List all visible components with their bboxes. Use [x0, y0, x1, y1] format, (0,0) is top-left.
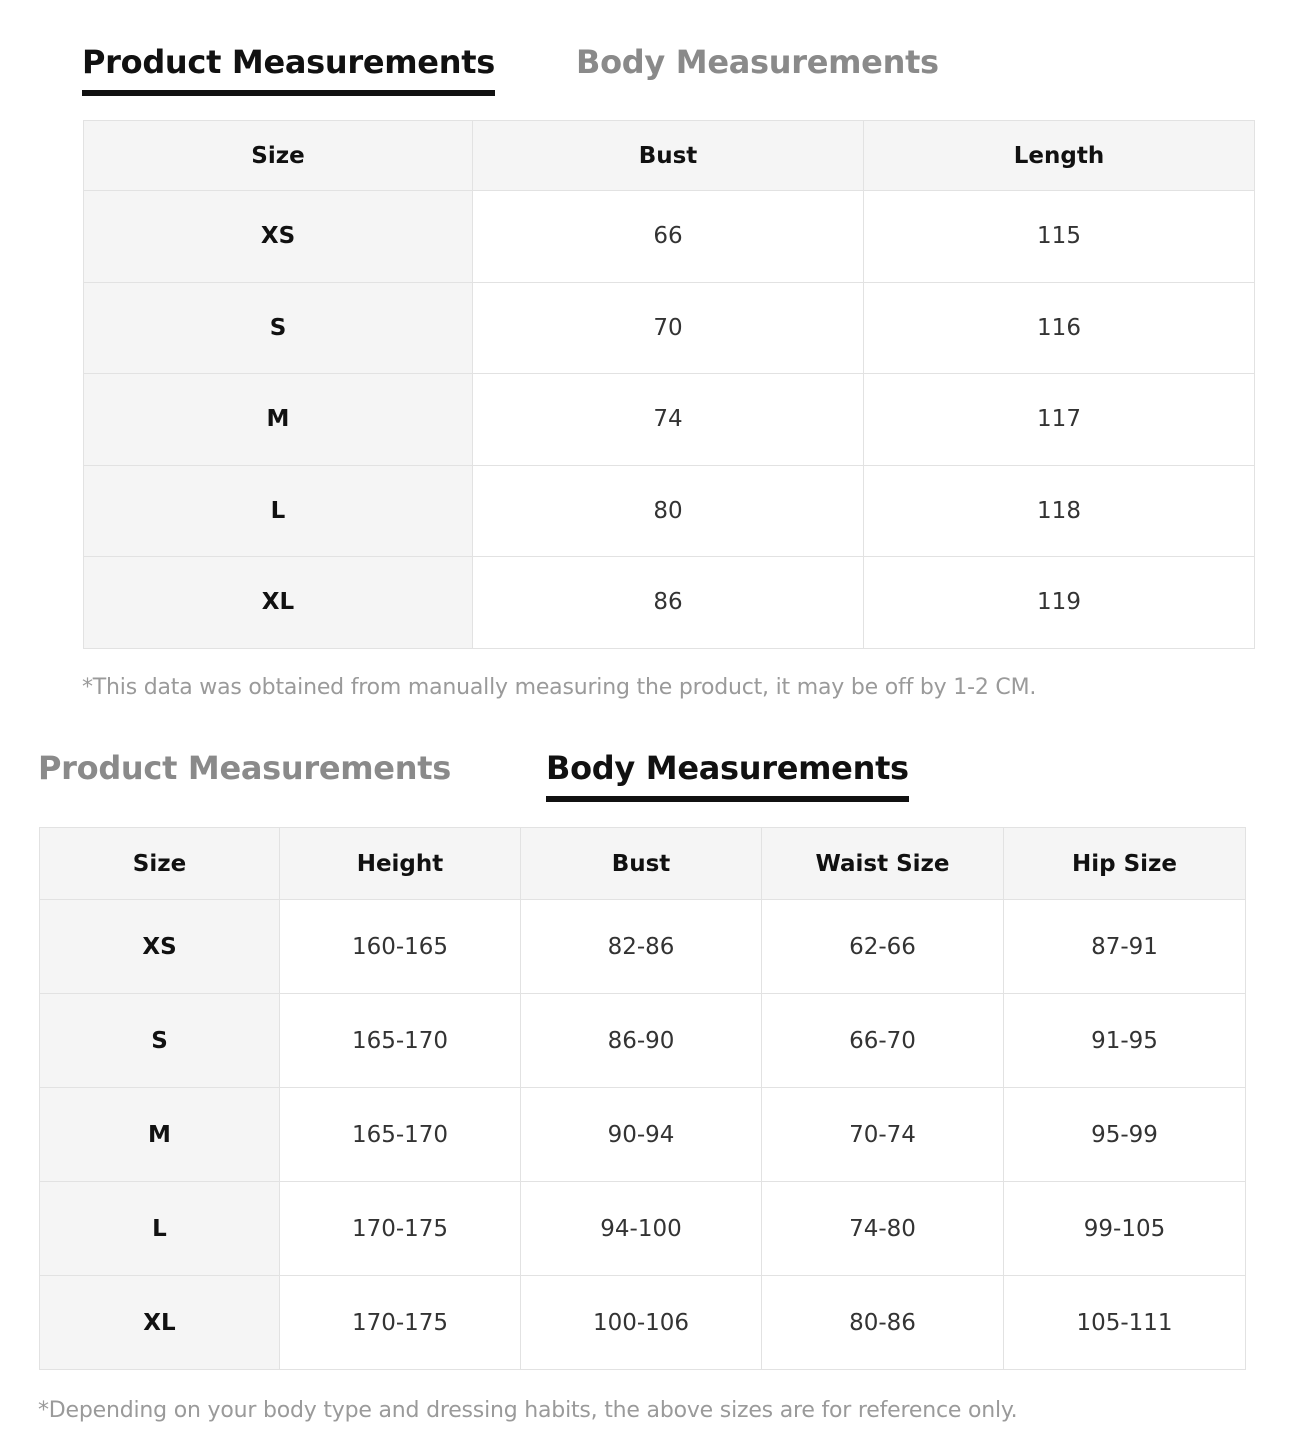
column-header-size: Size — [84, 121, 473, 191]
bust-cell: 86-90 — [521, 994, 762, 1088]
product-section-tab-bar — [82, 40, 1082, 100]
size-cell: S — [84, 282, 473, 374]
length-cell: 119 — [864, 557, 1255, 649]
length-cell: 116 — [864, 282, 1255, 374]
bust-cell: 94-100 — [521, 1182, 762, 1276]
hip-size-cell: 99-105 — [1004, 1182, 1246, 1276]
column-header-hip-size: Hip Size — [1004, 828, 1246, 900]
tab-body-measurements[interactable]: Body Measurements — [576, 43, 939, 81]
size-cell: M — [40, 1088, 280, 1182]
bust-cell: 70 — [473, 282, 864, 374]
table-header-row — [40, 828, 1246, 900]
waist-size-cell: 66-70 — [762, 994, 1004, 1088]
tab-product-measurements[interactable]: Product Measurements — [38, 749, 451, 787]
length-cell: 115 — [864, 191, 1255, 283]
product-measurements-table — [83, 120, 1255, 649]
hip-size-cell: 95-99 — [1004, 1088, 1246, 1182]
bust-cell: 82-86 — [521, 900, 762, 994]
table-row — [84, 557, 1255, 649]
table-row — [40, 1088, 1246, 1182]
tab-product-measurements[interactable]: Product Measurements — [82, 40, 495, 96]
column-header-bust: Bust — [521, 828, 762, 900]
column-header-bust: Bust — [473, 121, 864, 191]
table-row — [40, 1276, 1246, 1370]
size-cell: M — [84, 374, 473, 466]
hip-size-cell: 87-91 — [1004, 900, 1246, 994]
length-cell: 117 — [864, 374, 1255, 466]
height-cell: 170-175 — [280, 1276, 521, 1370]
column-header-height: Height — [280, 828, 521, 900]
length-cell: 118 — [864, 465, 1255, 557]
bust-cell: 90-94 — [521, 1088, 762, 1182]
table-header-row — [84, 121, 1255, 191]
table-row — [84, 282, 1255, 374]
table-row — [40, 1182, 1246, 1276]
height-cell: 160-165 — [280, 900, 521, 994]
bust-cell: 86 — [473, 557, 864, 649]
table-row — [84, 465, 1255, 557]
size-cell: L — [40, 1182, 280, 1276]
height-cell: 170-175 — [280, 1182, 521, 1276]
bust-cell: 74 — [473, 374, 864, 466]
tab-body-measurements[interactable]: Body Measurements — [546, 746, 909, 802]
body-measurement-note: *Depending on your body type and dressing habits, the above sizes are for reference only. — [38, 1398, 1018, 1423]
column-header-length: Length — [864, 121, 1255, 191]
hip-size-cell: 105-111 — [1004, 1276, 1246, 1370]
column-header-size: Size — [40, 828, 280, 900]
body-section-tab-bar — [38, 746, 1038, 806]
size-cell: S — [40, 994, 280, 1088]
size-cell: XS — [40, 900, 280, 994]
waist-size-cell: 80-86 — [762, 1276, 1004, 1370]
bust-cell: 80 — [473, 465, 864, 557]
waist-size-cell: 70-74 — [762, 1088, 1004, 1182]
waist-size-cell: 74-80 — [762, 1182, 1004, 1276]
table-row — [84, 191, 1255, 283]
body-measurements-table — [39, 827, 1246, 1370]
table-row — [84, 374, 1255, 466]
product-measurement-note: *This data was obtained from manually measuring the product, it may be off by 1-2 CM. — [82, 675, 1037, 700]
height-cell: 165-170 — [280, 994, 521, 1088]
hip-size-cell: 91-95 — [1004, 994, 1246, 1088]
table-row — [40, 994, 1246, 1088]
size-cell: XL — [40, 1276, 280, 1370]
column-header-waist-size: Waist Size — [762, 828, 1004, 900]
size-cell: XL — [84, 557, 473, 649]
bust-cell: 100-106 — [521, 1276, 762, 1370]
size-cell: XS — [84, 191, 473, 283]
table-row — [40, 900, 1246, 994]
bust-cell: 66 — [473, 191, 864, 283]
size-cell: L — [84, 465, 473, 557]
waist-size-cell: 62-66 — [762, 900, 1004, 994]
height-cell: 165-170 — [280, 1088, 521, 1182]
